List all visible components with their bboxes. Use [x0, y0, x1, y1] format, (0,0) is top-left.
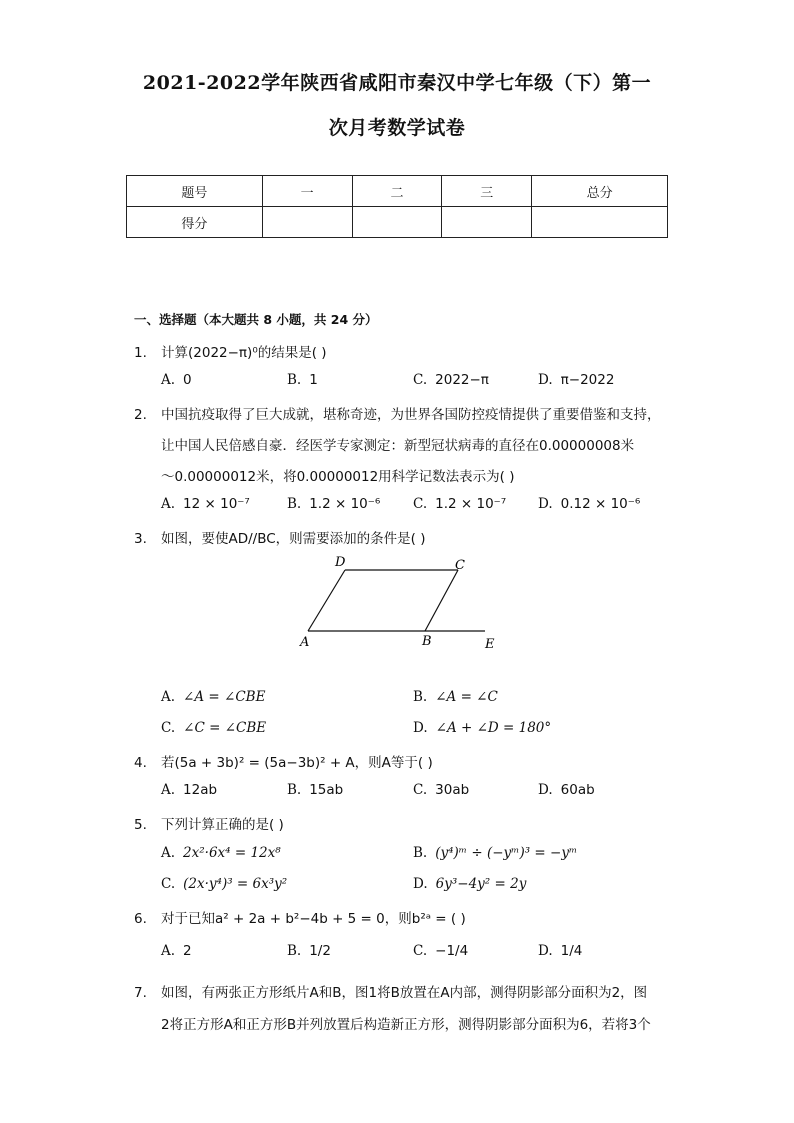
score-cell — [352, 207, 442, 238]
option-d: D. 60ab — [538, 782, 595, 798]
question-number: 5. — [134, 817, 147, 833]
option-c: C. −1/4 — [413, 943, 469, 959]
question-number: 3. — [134, 531, 147, 547]
option-c: C. 30ab — [413, 782, 470, 798]
option-c: C. 1.2 × 10⁻⁷ — [413, 496, 507, 512]
option-b: B. 1.2 × 10⁻⁶ — [287, 496, 381, 512]
option-d: D. 1/4 — [538, 943, 583, 959]
option-d: D. π−2022 — [538, 372, 615, 388]
question-2 — [134, 403, 661, 423]
question-text: 计算(2022−π)⁰的结果是( ) — [161, 345, 327, 361]
question-text: 下列计算正确的是( ) — [161, 817, 284, 833]
option-b: B. ∠A = ∠C — [413, 689, 498, 705]
option-a: A. 2 — [161, 943, 192, 959]
parallelogram-figure — [290, 550, 510, 655]
option-c: C. (2x·y⁴)³ = 6x³y² — [161, 876, 288, 892]
section-heading: 一、选择题（本大题共 8 小题，共 24 分） — [134, 312, 378, 327]
score-cell — [262, 207, 352, 238]
point-label-c: C — [455, 558, 465, 573]
document-title-line2: 次月考数学试卷 — [328, 117, 466, 139]
score-cell — [442, 207, 532, 238]
option-a: A. 2x²·6x⁴ = 12x⁸ — [161, 845, 281, 861]
question-number: 4. — [134, 755, 147, 771]
question-text-line: 2将正方形A和正方形B并列放置后构造新正方形，测得阴影部分面积为6，若将3个 — [161, 1017, 651, 1033]
question-text: 若(5a + 3b)² = (5a−3b)² + A，则A等于( ) — [161, 755, 433, 771]
point-label-b: B — [422, 634, 432, 649]
score-table — [126, 175, 668, 238]
option-b: B. 15ab — [287, 782, 344, 798]
point-label-d: D — [335, 555, 346, 570]
option-b: B. 1/2 — [287, 943, 331, 959]
option-b: B. 1 — [287, 372, 318, 388]
question-1 — [134, 341, 327, 361]
question-number: 2. — [134, 407, 147, 423]
question-text: 如图，要使AD//BC，则需要添加的条件是( ) — [161, 531, 426, 547]
option-c: C. ∠C = ∠CBE — [161, 720, 267, 736]
option-a: A. 12 × 10⁻⁷ — [161, 496, 250, 512]
score-header-cell: 题号 — [127, 176, 263, 207]
question-number: 6. — [134, 911, 147, 927]
score-table-header-row — [127, 176, 668, 207]
option-c: C. 2022−π — [413, 372, 489, 388]
score-table-score-row — [127, 207, 668, 238]
option-d: D. ∠A + ∠D = 180° — [413, 720, 552, 736]
question-text: 中国抗疫取得了巨大成就，堪称奇迹，为世界各国防控疫情提供了重要借鉴和支持， — [161, 407, 661, 423]
question-text: 如图，有两张正方形纸片A和B，图1将B放置在A内部，测得阴影部分面积为2，图 — [161, 985, 648, 1001]
score-header-cell: 三 — [442, 176, 532, 207]
score-row-label: 得分 — [127, 207, 263, 238]
question-number: 7. — [134, 985, 147, 1001]
score-cell — [532, 207, 668, 238]
option-d: D. 6y³−4y² = 2y — [413, 876, 527, 892]
question-6 — [134, 907, 466, 927]
point-label-e: E — [485, 637, 495, 652]
score-header-cell: 二 — [352, 176, 442, 207]
question-text: 对于已知a² + 2a + b²−4b + 5 = 0，则b²ᵃ = ( ) — [161, 911, 466, 927]
option-a: A. ∠A = ∠CBE — [161, 689, 266, 705]
question-text-line: ～0.00000012米，将0.00000012用科学记数法表示为( ) — [161, 469, 515, 485]
question-text-line: 让中国人民倍感自豪．经医学专家测定：新型冠状病毒的直径在0.00000008米 — [161, 438, 635, 454]
score-header-cell: 一 — [262, 176, 352, 207]
option-a: A. 0 — [161, 372, 192, 388]
score-header-cell: 总分 — [532, 176, 668, 207]
question-number: 1. — [134, 345, 147, 361]
document-title-line1: 2021-2022学年陕西省咸阳市秦汉中学七年级（下）第一 — [142, 72, 652, 94]
point-label-a: A — [300, 635, 310, 650]
question-4 — [134, 751, 433, 771]
question-5 — [134, 813, 284, 833]
option-a: A. 12ab — [161, 782, 218, 798]
question-3 — [134, 527, 426, 547]
option-d: D. 0.12 × 10⁻⁶ — [538, 496, 641, 512]
option-b: B. (y⁴)ᵐ ÷ (−yᵐ)³ = −yᵐ — [413, 845, 578, 861]
question-7 — [134, 981, 647, 1001]
